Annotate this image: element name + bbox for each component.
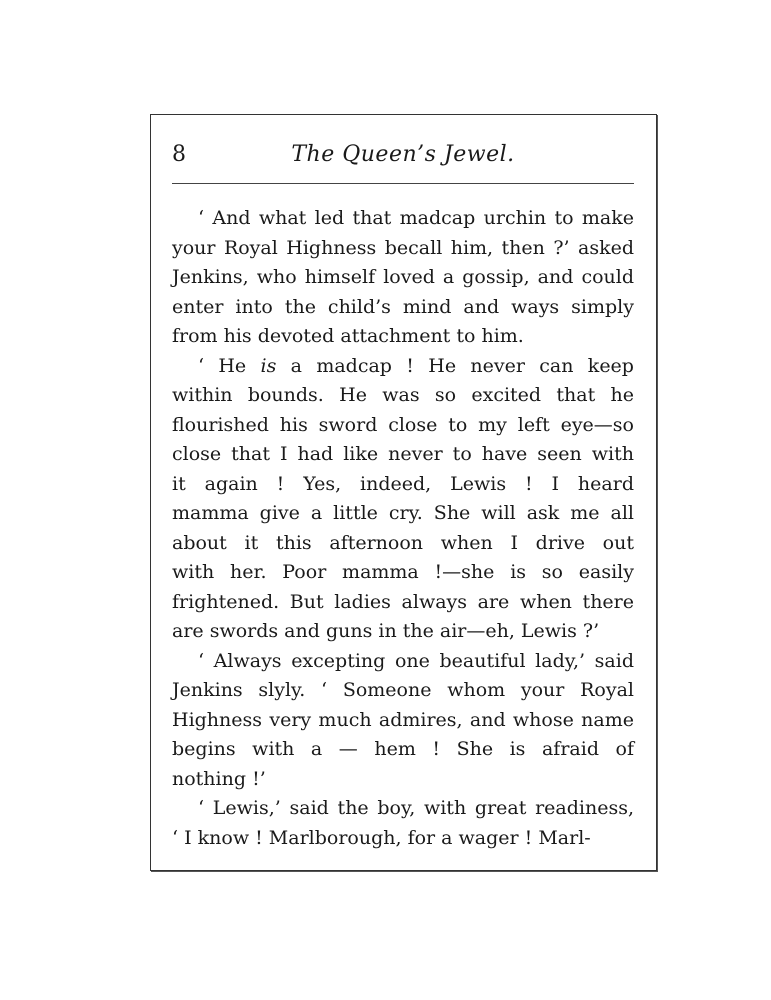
italic-emphasis: is (260, 354, 277, 377)
text-line: ‘ I know ! Marlborough, for a wager ! Marl- (172, 826, 591, 849)
text-line: ‘ Always excepting one beautiful lady,’ said (198, 649, 634, 672)
text-line: from his devoted attachment to him. (172, 325, 524, 347)
text-line: Jenkins slyly. ‘ Someone whom your Royal (172, 679, 634, 701)
text-line: mamma give a little cry. She will ask me all (172, 502, 634, 524)
text-line: flourished his sword close to my left eye—so (172, 413, 634, 436)
running-head (172, 140, 634, 176)
text-line: ‘ And what led that madcap urchin to make (198, 207, 634, 229)
text-line: are swords and guns in the air—eh, Lewis ?’ (172, 620, 600, 642)
text-line: about it this afternoon when I drive out (172, 531, 634, 554)
text-line: it again ! Yes, indeed, Lewis ! I heard (172, 472, 634, 495)
text-line: frightened. But ladies always are when there (172, 590, 634, 613)
header-rule (172, 183, 634, 184)
text-line: ‘ Lewis,’ said the boy, with great readiness, (198, 797, 634, 819)
running-title: The Queen’s Jewel. (291, 142, 515, 167)
text-line: Jenkins, who himself loved a gossip, and could (172, 266, 634, 288)
body-text (172, 204, 634, 853)
text-line: within bounds. He was so excited that he (172, 384, 634, 406)
text-line: close that I had like never to have seen with (172, 443, 634, 465)
text-line: nothing !’ (172, 767, 266, 790)
text-line: enter into the child’s mind and ways simply (172, 295, 634, 318)
text-run: a madcap ! He never can keep (290, 354, 634, 377)
text-line (172, 352, 634, 382)
text-run: ‘ He (198, 354, 247, 377)
text-line: begins with a — hem ! She is afraid of (172, 738, 634, 760)
text-line: your Royal Highness becall him, then ?’ asked (172, 236, 634, 259)
text-line: Highness very much admires, and whose name (172, 708, 634, 731)
page-number: 8 (172, 142, 186, 167)
text-line: with her. Poor mamma !—she is so easily (172, 561, 634, 583)
